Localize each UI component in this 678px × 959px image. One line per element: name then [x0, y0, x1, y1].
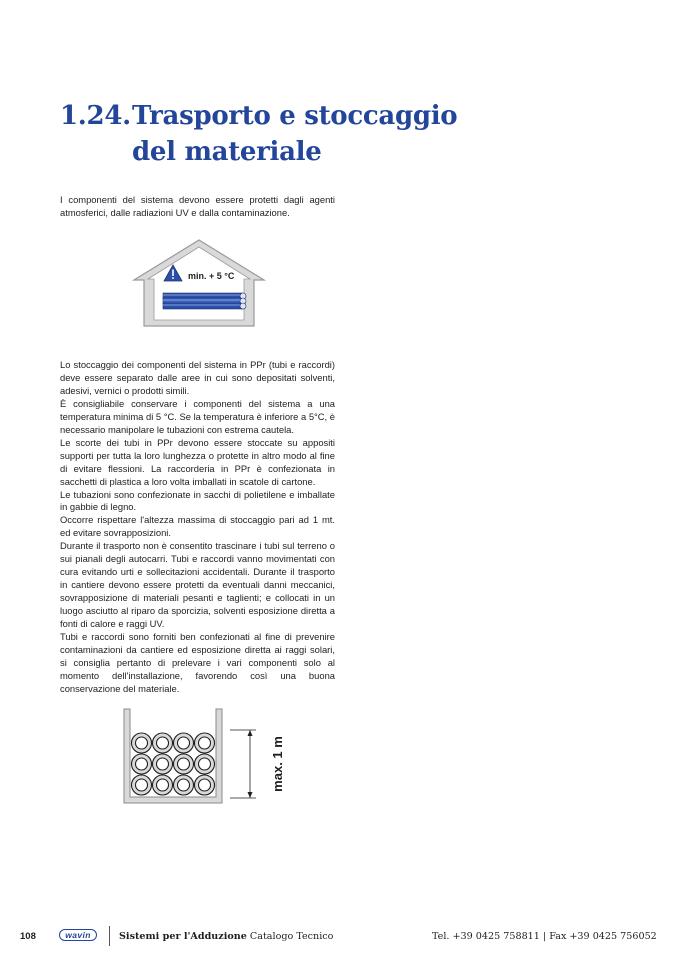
footer-divider: [109, 926, 110, 946]
max-height-label: max. 1 m: [270, 736, 285, 792]
paragraph: Durante il trasporto non è consentito trascinare i tubi sul terreno o sui pianali degli autocarri. Tubi e raccordi vanno movimentati con cura evitando urti e sollecitazioni accidentali. Durante il trasporto in cantiere devono essere protetti da eventuali danni meccanici, sovrapposizione di materiali pesanti e taglienti; e collocati in un luogo asciutto al riparo da sporcizia, solventi esposizione diretta a fonti di calore e raggi UV.: [60, 540, 335, 630]
paragraph: Le scorte dei tubi in PPr devono essere stoccate su appositi supporti per tutta la loro lunghezza o protette in altro modo al fine di evitare flessioni. La raccorderia in PPr è confezionata in sacchetti di plastica a loro volta imballati in scatole di cartone.: [60, 436, 335, 487]
paragraph: Tubi e raccordi sono forniti ben confezionati al fine di prevenire contaminazioni da cantiere ed esposizione diretta ai raggi solari, si consiglia pertanto di prelevare i vari componenti solo al momento dell'installazione, favorendo così una buona conservazione del materiale.: [60, 631, 335, 694]
pipe-bore: [178, 758, 190, 770]
pipe-bore: [157, 758, 169, 770]
page-title: [60, 98, 480, 170]
pipe-stack: [132, 733, 215, 795]
pipe-bore: [136, 779, 148, 791]
pipe-bore: [136, 737, 148, 749]
intro-paragraph: I componenti del sistema devono essere protetti dagli agenti atmosferici, dalle radiazioni UV e dalla contaminazione.: [60, 194, 335, 219]
pipe-bore: [157, 779, 169, 791]
paragraph: Occorre rispettare l'altezza massima di stoccaggio pari ad 1 mt. ed evitare sovrapposizioni.: [60, 514, 335, 539]
temperature-label: min. + 5 °C: [188, 271, 235, 281]
page-number: 108: [20, 931, 36, 942]
pipe-bore: [199, 779, 211, 791]
page-footer: [0, 926, 678, 948]
paragraph: Le tubazioni sono confezionate in sacchi di polietilene e imballate in gabbie di legno.: [60, 488, 335, 513]
title-line-2: del materiale: [132, 137, 322, 167]
body-text: [60, 359, 335, 696]
pipe-bore: [136, 758, 148, 770]
catalog-title: [119, 931, 333, 942]
pipe-bore: [157, 737, 169, 749]
paragraph: È consigliabile conservare i componenti del sistema a una temperatura minima di 5 °C. Se la temperatura è inferiore a 5°C, è necessario manipolare le tubazioni con estrema cautela.: [60, 397, 335, 435]
section-number: 1.24.: [60, 101, 131, 131]
pipe-bore: [199, 758, 211, 770]
catalog-title-rest: Catalogo Tecnico: [246, 931, 334, 942]
wavin-logo: wavin: [59, 929, 97, 941]
catalog-title-bold: Sistemi per l'Adduzione: [119, 931, 247, 942]
height-dimension: [230, 730, 256, 798]
pipe-bore: [178, 737, 190, 749]
pipe-bore: [178, 779, 190, 791]
pipe-bore: [199, 737, 211, 749]
title-line-1: Trasporto e stoccaggio: [132, 101, 458, 131]
house-storage-figure: [132, 238, 266, 328]
pipe-bundle: [163, 293, 246, 309]
contact-info: Tel. +39 0425 758811 | Fax +39 0425 756052: [432, 931, 657, 942]
paragraph: Lo stoccaggio dei componenti del sistema in PPr (tubi e raccordi) deve essere separato dalle aree in cui sono depositati solventi, adesivi, vernici o prodotti simili.: [60, 359, 335, 396]
crate-stacking-figure: [120, 705, 300, 815]
